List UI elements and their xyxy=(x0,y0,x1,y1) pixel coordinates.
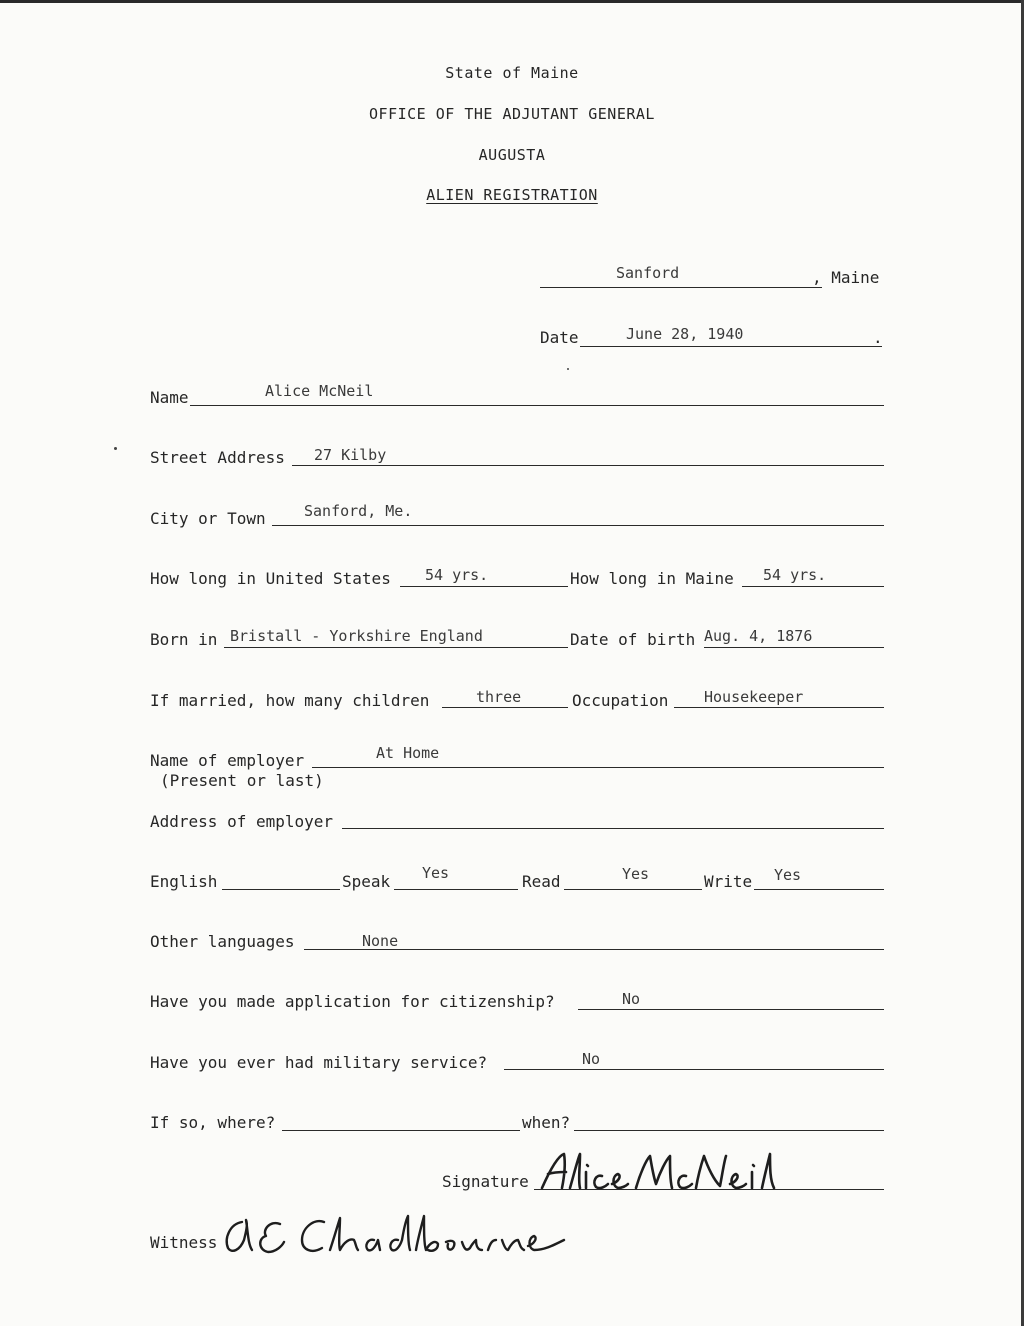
place-suffix: , Maine xyxy=(812,268,880,287)
header-city: AUGUSTA xyxy=(478,146,546,164)
born-value: Bristall - Yorkshire England xyxy=(230,627,483,645)
employer-value: At Home xyxy=(376,744,440,762)
us-duration-label: How long in United States xyxy=(150,569,391,588)
read-line xyxy=(564,889,702,890)
maine-duration-line xyxy=(742,586,884,587)
where-label: If so, where? xyxy=(150,1113,276,1132)
speak-label: Speak xyxy=(342,872,391,891)
other-languages-value: None xyxy=(362,932,399,950)
us-duration-line xyxy=(400,586,568,587)
employer-line xyxy=(312,767,884,768)
maine-duration-value: 54 yrs. xyxy=(763,566,827,584)
where-line xyxy=(282,1130,520,1131)
city-line xyxy=(272,525,884,526)
date-end: . xyxy=(873,328,883,347)
when-line xyxy=(574,1130,884,1131)
place-value: Sanford xyxy=(616,264,680,282)
dob-line xyxy=(704,647,884,648)
maine-duration-label: How long in Maine xyxy=(570,569,734,588)
citizenship-value: No xyxy=(622,990,641,1008)
signature-label: Signature xyxy=(442,1172,529,1191)
dob-label: Date of birth xyxy=(570,630,696,649)
employer-label: Name of employer xyxy=(150,751,305,770)
signature-handwriting xyxy=(536,1148,786,1196)
read-value: Yes xyxy=(622,865,650,883)
dob-value: Aug. 4, 1876 xyxy=(704,627,813,645)
witness-label: Witness xyxy=(150,1233,218,1252)
write-value: Yes xyxy=(774,866,802,884)
name-line xyxy=(190,405,884,406)
header-state: State of Maine xyxy=(445,64,579,82)
us-duration-value: 54 yrs. xyxy=(425,566,489,584)
employer-address-label: Address of employer xyxy=(150,812,334,831)
scan-speck xyxy=(114,447,117,450)
citizenship-label: Have you made application for citizenship? xyxy=(150,992,555,1011)
street-label: Street Address xyxy=(150,448,285,467)
born-line xyxy=(224,647,568,648)
write-label: Write xyxy=(704,872,753,891)
when-label: when? xyxy=(522,1113,571,1132)
date-value: June 28, 1940 xyxy=(626,325,744,343)
occupation-label: Occupation xyxy=(572,691,669,710)
citizenship-line xyxy=(578,1009,884,1010)
name-label: Name xyxy=(150,388,189,407)
name-value: Alice McNeil xyxy=(265,382,374,400)
form-title xyxy=(0,186,1024,204)
scan-speck xyxy=(567,368,569,370)
street-line xyxy=(292,465,884,466)
other-languages-label: Other languages xyxy=(150,932,295,951)
scan-edge-top xyxy=(0,0,1024,3)
form-title-text: ALIEN REGISTRATION xyxy=(426,186,598,204)
english-line xyxy=(222,889,340,890)
military-line xyxy=(504,1069,884,1070)
english-label: English xyxy=(150,872,218,891)
date-label: Date xyxy=(540,328,579,347)
speak-line xyxy=(394,889,518,890)
occupation-value: Housekeeper xyxy=(704,688,804,706)
employer-sub-label: (Present or last) xyxy=(160,771,324,790)
born-label: Born in xyxy=(150,630,218,649)
city-label: City or Town xyxy=(150,509,266,528)
header-office: OFFICE OF THE ADJUTANT GENERAL xyxy=(369,105,655,123)
city-value: Sanford, Me. xyxy=(304,502,413,520)
occupation-line xyxy=(674,707,884,708)
speak-value: Yes xyxy=(422,864,450,882)
place-line xyxy=(540,287,822,288)
military-label: Have you ever had military service? xyxy=(150,1053,488,1072)
children-line xyxy=(442,707,568,708)
read-label: Read xyxy=(522,872,561,891)
witness-signature-handwriting xyxy=(218,1210,568,1260)
military-value: No xyxy=(582,1050,601,1068)
write-line xyxy=(754,889,884,890)
date-line xyxy=(580,346,882,347)
children-label: If married, how many children xyxy=(150,691,430,710)
children-value: three xyxy=(476,688,522,706)
street-value: 27 Kilby xyxy=(314,446,387,464)
employer-address-line xyxy=(342,828,884,829)
